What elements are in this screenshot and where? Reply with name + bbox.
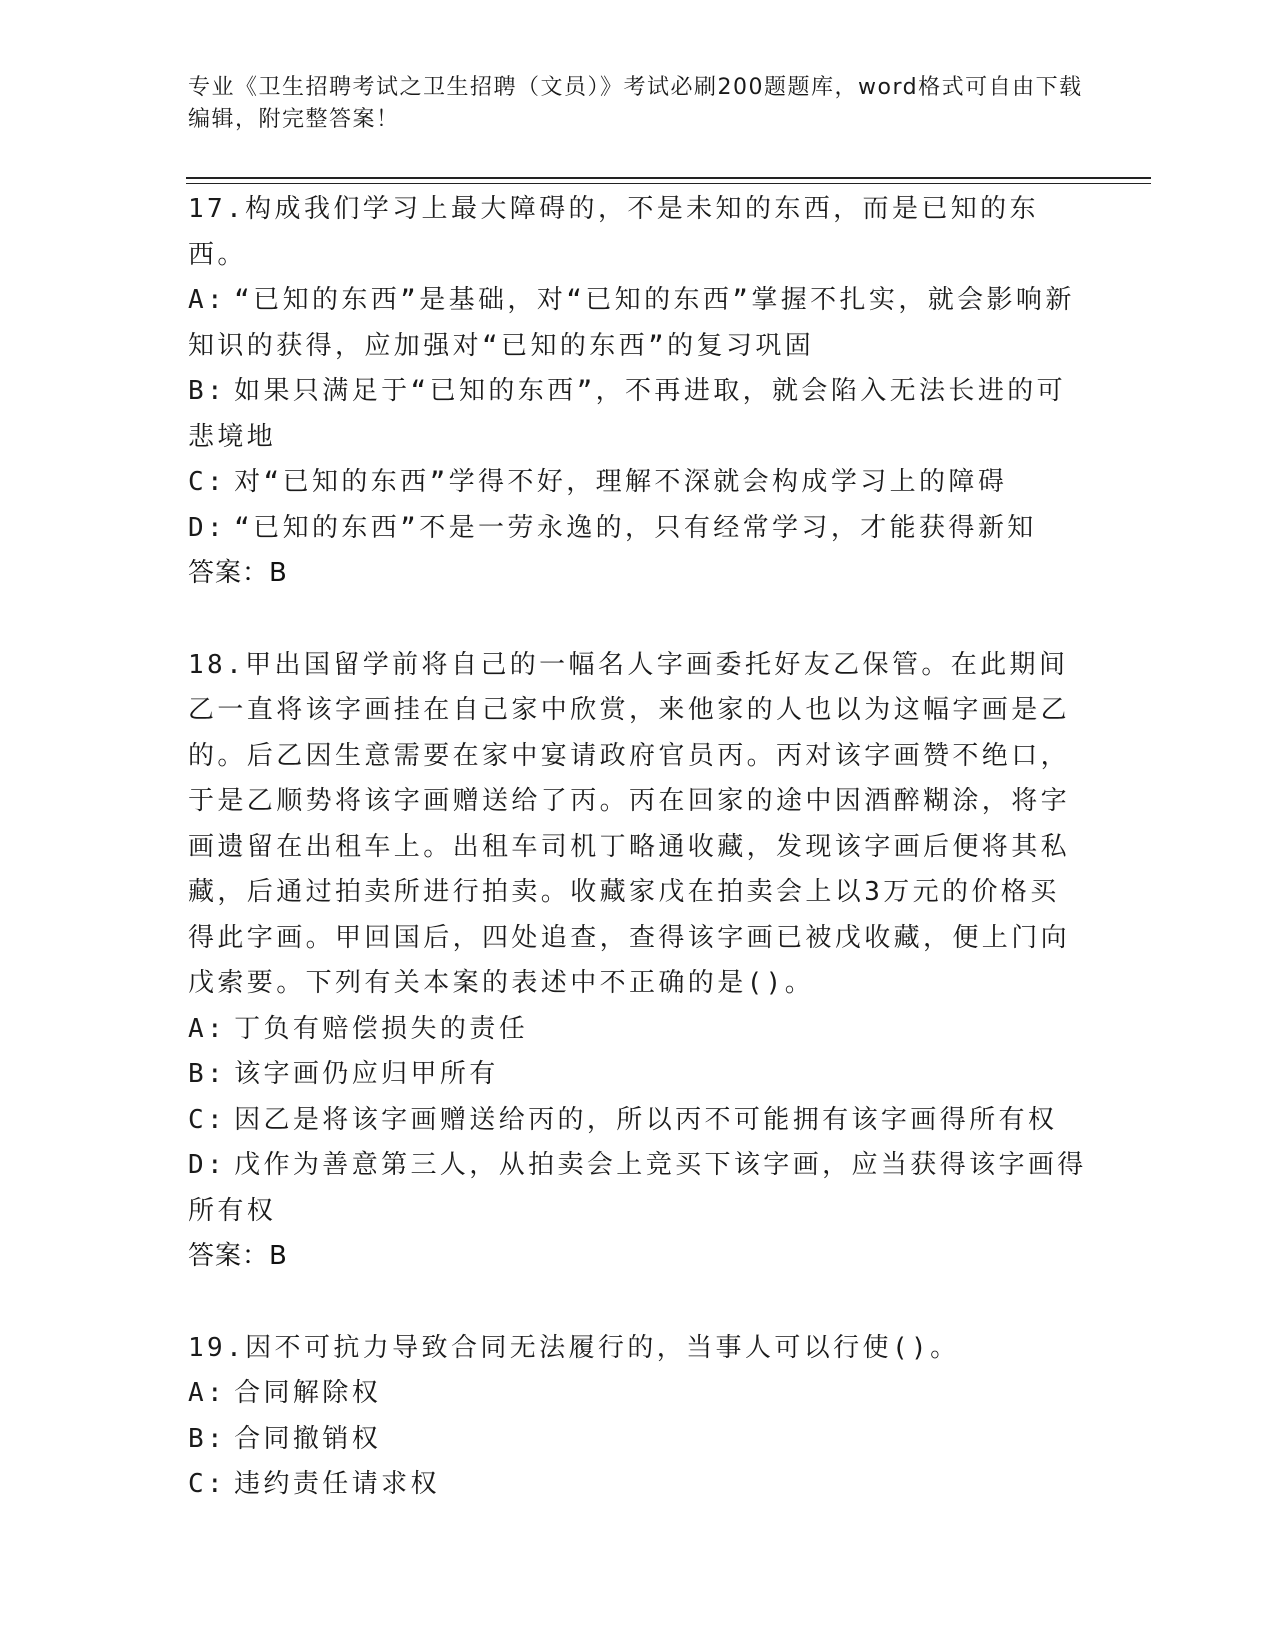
question-19 xyxy=(188,1326,1088,1508)
option-text: “已知的东西”不是一劳永逸的，只有经常学习，才能获得新知 xyxy=(234,512,1037,543)
option-letter: B: xyxy=(188,1059,227,1089)
question-stem: 18.甲出国留学前将自己的一幅名人字画委托好友乙保管。在此期间乙一直将该字画挂在自己家中欣赏，来他家的人也以为这幅字画是乙的。后乙因生意需要在家中宴请政府官员丙。丙对该字画赞不绝口，于是乙顺势将该字画赠送给了丙。丙在回家的途中因酒醉糊涂，将字画遗留在出租车上。出租车司机丁略通收藏，发现该字画后便将其私藏，后通过拍卖所进行拍卖。收藏家戊在拍卖会上以3万元的价格买得此字画。甲回国后，四处追查，查得该字画已被戊收藏，便上门向戊索要。下列有关本案的表述中不正确的是()。 xyxy=(188,649,1071,998)
header-divider-thick xyxy=(186,177,1151,179)
option-c xyxy=(188,1098,1088,1144)
option-b xyxy=(188,1052,1088,1098)
option-b xyxy=(188,369,1088,460)
option-text: 对“已知的东西”学得不好，理解不深就会构成学习上的障碍 xyxy=(234,467,1008,497)
option-letter: C: xyxy=(188,467,227,497)
question-spacer xyxy=(188,597,1088,643)
option-text: 该字画仍应归甲所有 xyxy=(234,1059,499,1089)
question-list xyxy=(188,187,1088,1508)
option-c xyxy=(188,460,1088,506)
option-text: 戊作为善意第三人，从拍卖会上竞买下该字画，应当获得该字画得所有权 xyxy=(188,1150,1087,1226)
option-letter: B: xyxy=(188,376,227,406)
document-header: 专业《卫生招聘考试之卫生招聘（文员）》考试必刷200题题库，word格式可自由下载编辑，附完整答案！ xyxy=(188,75,1083,132)
option-letter: D: xyxy=(188,512,227,543)
option-letter: D: xyxy=(188,1150,227,1180)
option-d xyxy=(188,1143,1088,1234)
header-divider-thin xyxy=(186,183,1151,184)
option-text: 如果只满足于“已知的东西”，不再进取，就会陷入无法长进的可悲境地 xyxy=(188,376,1067,452)
option-text: 因乙是将该字画赠送给丙的，所以丙不可能拥有该字画得所有权 xyxy=(234,1104,1058,1135)
option-a xyxy=(188,278,1088,369)
option-c xyxy=(188,1462,1088,1508)
option-letter: C: xyxy=(188,1469,227,1499)
question-stem: 19.因不可抗力导致合同无法履行的，当事人可以行使()。 xyxy=(188,1332,960,1363)
option-letter: A: xyxy=(188,1378,227,1408)
option-letter: A: xyxy=(188,1013,227,1044)
option-b xyxy=(188,1417,1088,1463)
question-18 xyxy=(188,643,1088,1280)
option-a xyxy=(188,1007,1088,1053)
option-text: “已知的东西”是基础，对“已知的东西”掌握不扎实，就会影响新知识的获得，应加强对“已知的东西”的复习巩固 xyxy=(188,285,1075,361)
answer-line: 答案：B xyxy=(188,558,288,588)
question-17 xyxy=(188,187,1088,597)
option-d xyxy=(188,506,1088,552)
answer-line: 答案：B xyxy=(188,1241,288,1271)
option-letter: C: xyxy=(188,1104,227,1135)
option-text: 合同撤销权 xyxy=(234,1423,382,1454)
option-letter: B: xyxy=(188,1423,227,1454)
option-text: 合同解除权 xyxy=(234,1378,382,1408)
option-a xyxy=(188,1371,1088,1417)
option-letter: A: xyxy=(188,285,227,315)
option-text: 丁负有赔偿损失的责任 xyxy=(234,1013,529,1044)
question-stem: 17.构成我们学习上最大障碍的，不是未知的东西，而是已知的东西。 xyxy=(188,194,1039,270)
question-spacer xyxy=(188,1280,1088,1326)
option-text: 违约责任请求权 xyxy=(234,1469,440,1499)
